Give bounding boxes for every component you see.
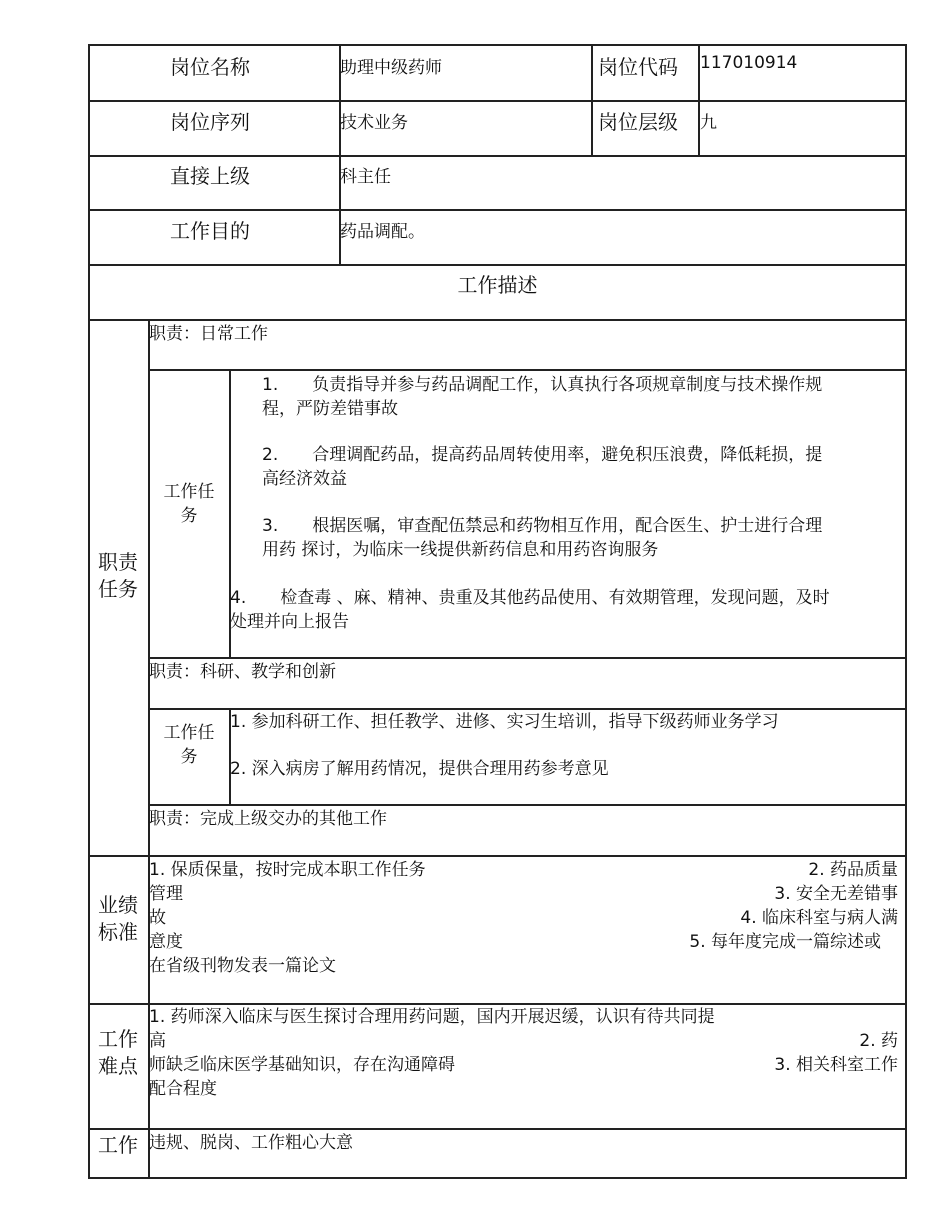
line-left-text: 故 [149, 908, 166, 928]
row-divider [88, 264, 907, 266]
line-left-text: 管理 [149, 884, 183, 904]
line-left-text: 师缺乏临床医学基础知识，存在沟通障碍 [149, 1055, 455, 1075]
table-border-right [905, 44, 907, 1178]
column-divider [591, 44, 593, 156]
row-divider [88, 1128, 907, 1130]
post-series-value: 技术业务 [340, 113, 408, 133]
line-left-text: 高 [149, 1031, 166, 1051]
difficulty-line [149, 1053, 898, 1077]
table-border-left [88, 44, 90, 1178]
post-name-label: 岗位名称 [170, 55, 250, 79]
row-divider [148, 657, 907, 659]
purpose-value: 药品调配。 [340, 222, 425, 242]
post-code-label: 岗位代码 [598, 55, 678, 79]
daily-task-item: 1. 负责指导并参与药品调配工作，认真执行各项规章制度与技术操作规 程，严防差错事故 [262, 375, 823, 419]
daily-task-item: 4. 检查毒 、麻、精神、贵重及其他药品使用、有效期管理，发现问题，及时 处理并向上报告 [230, 588, 830, 632]
difficulty-line [149, 1077, 898, 1101]
post-code-value: 117010914 [700, 53, 798, 73]
row-divider [88, 855, 907, 857]
row-divider [88, 209, 907, 211]
purpose-label: 工作目的 [170, 219, 250, 243]
post-level-value: 九 [700, 113, 717, 133]
research-task-label: 工作任 务 [163, 723, 215, 767]
post-level-label: 岗位层级 [598, 110, 678, 134]
row-divider [148, 369, 907, 371]
duties-side-label: 职责 任务 [98, 550, 138, 601]
superior-value: 科主任 [340, 167, 391, 187]
performance-line [149, 954, 898, 978]
performance-text [149, 858, 898, 978]
performance-line [149, 858, 898, 882]
line-left-text: 1. 保质保量，按时完成本职工作任务 [149, 860, 426, 880]
risk-value: 违规、脱岗、工作粗心大意 [149, 1133, 353, 1153]
risk-label: 工作 [98, 1133, 138, 1157]
line-left-text: 意度 [149, 932, 183, 952]
difficulty-line [149, 1029, 898, 1053]
row-divider [88, 100, 907, 102]
other-duty-title: 职责：完成上级交办的其他工作 [149, 809, 387, 829]
performance-line [149, 906, 898, 930]
line-left-text: 1. 药师深入临床与医生探讨合理用药问题，国内开展迟缓，认识有待共同提 [149, 1007, 715, 1027]
post-name-value: 助理中级药师 [340, 58, 442, 78]
table-border-bottom [88, 1177, 907, 1179]
performance-label: 业绩 标准 [98, 893, 138, 944]
line-right-text: 3. 安全无差错事 [774, 884, 898, 904]
row-divider [88, 319, 907, 321]
table-border-top [88, 44, 907, 46]
post-series-label: 岗位序列 [170, 110, 250, 134]
line-left-text: 在省级刊物发表一篇论文 [149, 956, 336, 976]
superior-label: 直接上级 [170, 164, 250, 188]
difficulty-line [149, 1005, 898, 1029]
line-right-text: 3. 相关科室工作 [774, 1055, 898, 1075]
performance-line [149, 882, 898, 906]
research-task-item: 1. 参加科研工作、担任教学、进修、实习生培训，指导下级药师业务学习 [230, 712, 779, 732]
section-title: 工作描述 [457, 273, 538, 297]
difficulties-text [149, 1005, 898, 1101]
line-right-text: 5. 每年度完成一篇综述或 [689, 932, 898, 952]
research-task-item: 2. 深入病房了解用药情况，提供合理用药参考意见 [230, 759, 609, 779]
job-description-form [88, 44, 907, 1178]
research-duty-title: 职责：科研、教学和创新 [149, 662, 336, 682]
daily-task-item: 3. 根据医嘱，审查配伍禁忌和药物相互作用，配合医生、护士进行合理 用药 探讨，为临床一线提供新药信息和用药咨询服务 [262, 516, 823, 560]
line-right-text: 2. 药品质量 [808, 860, 898, 880]
daily-task-label: 工作任 务 [163, 482, 215, 526]
line-right-text: 4. 临床科室与病人满 [740, 908, 898, 928]
difficulties-label: 工作 难点 [98, 1027, 138, 1078]
row-divider [88, 155, 907, 157]
line-left-text: 配合程度 [149, 1079, 217, 1099]
row-divider [148, 804, 907, 806]
line-right-text: 2. 药 [859, 1031, 898, 1051]
daily-duty-title: 职责：日常工作 [149, 324, 268, 344]
performance-line [149, 930, 898, 954]
daily-task-item: 2. 合理调配药品，提高药品周转使用率，避免积压浪费，降低耗损，提 高经济效益 [262, 445, 823, 489]
